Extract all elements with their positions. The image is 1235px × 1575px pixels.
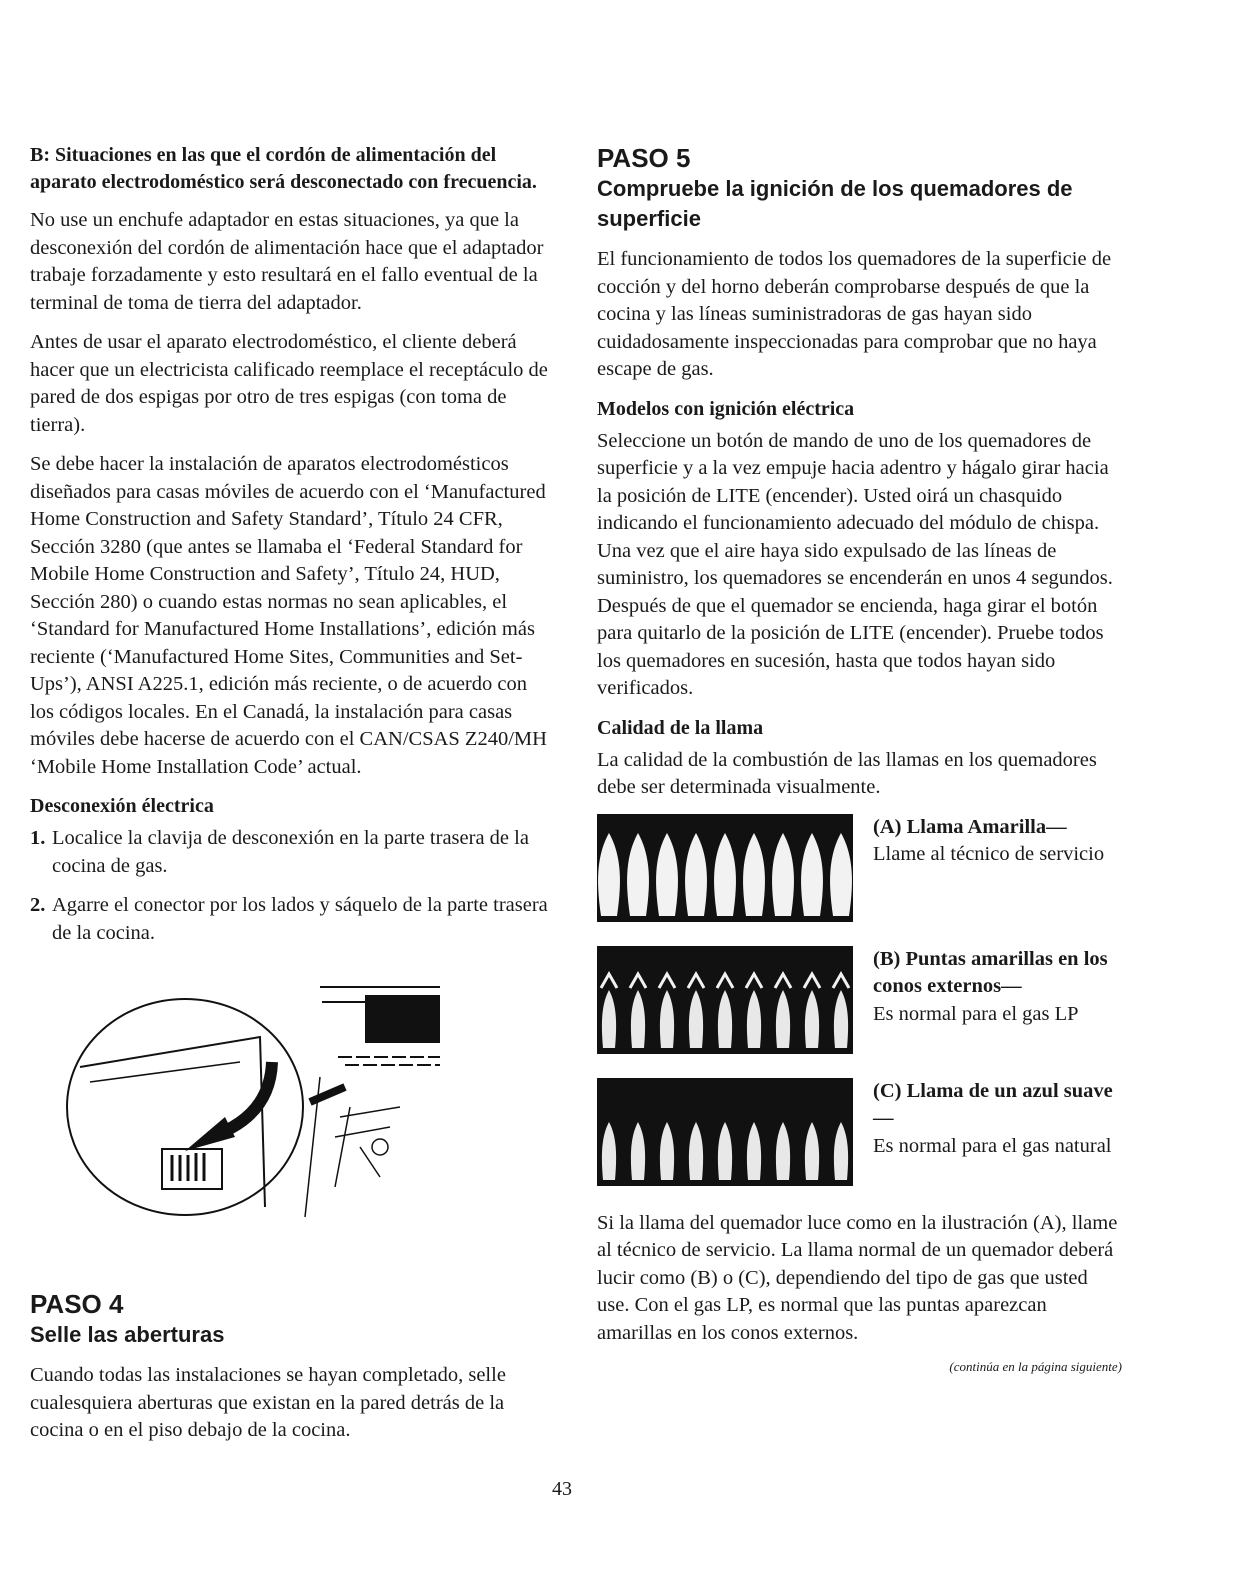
paso-4-text: Cuando todas las instalaciones se hayan completado, selle cualesquiera aberturas que existan en la pared detrás de la cocina o en el piso debajo de la cocina. <box>30 1364 506 1441</box>
flame-label: (A) Llama Amarilla— <box>873 815 1067 838</box>
ignition-paragraph: Seleccione un botón de mando de uno de los quemadores de superficie y a la vez empuje hacia adentro y hágalo girar hacia la posición de LITE (encender). Usted oirá un chasquido indicando el funcionamiento adecuado del módulo de chispa. Una vez que el aire haya sido expulsado de las líneas de suministro, los quemadores se encenderán en unos 4 segundos. Después de que el quemador se encienda, haga girar el botón para quitarlo de la posición de LITE (encender). Pruebe todos los quemadores en sucesión, hasta que todos hayan sido verificados. <box>597 429 1113 699</box>
flame-icon <box>829 1092 853 1182</box>
flame-guidance-paragraph: Si la llama del quemador luce como en la ilustración (A), llame al técnico de servicio. La llama normal de un quemador deberá lucir como (B) o (C), dependiendo del tipo de gas que usted use. Con el gas LP, es normal que las puntas aparezcan amarillas en los conos externos. <box>597 1211 1118 1344</box>
list-item <box>30 825 550 880</box>
step-number: 1. <box>30 827 46 849</box>
flame-icon <box>713 1092 737 1182</box>
flame-icon <box>597 960 621 1050</box>
paso-4-number: PASO 4 <box>30 1289 124 1319</box>
flame-icon <box>771 960 795 1050</box>
flame-icon <box>742 828 766 918</box>
yellow-flame-image <box>597 814 853 922</box>
right-column <box>597 142 1122 1375</box>
blue-flame-image <box>597 1078 853 1186</box>
flame-icon <box>655 828 679 918</box>
paso-5-number: PASO 5 <box>597 143 691 173</box>
flame-icon <box>655 960 679 1050</box>
flame-quality-paragraph: La calidad de la combustión de las llamas en los quemadores debe ser determinada visualmente. <box>597 748 1097 798</box>
yellow-tips-flame-image <box>597 946 853 1054</box>
flame-icon <box>597 1092 621 1182</box>
flame-icon <box>684 828 708 918</box>
flame-b-row <box>597 946 1122 1054</box>
flame-quality-heading: Calidad de la llama <box>597 716 764 739</box>
flame-description: Es normal para el gas natural <box>873 1134 1112 1157</box>
flame-icon <box>626 828 650 918</box>
electric-ignition-heading: Modelos con ignición eléctrica <box>597 397 855 420</box>
flame-icon <box>684 960 708 1050</box>
page-number: 43 <box>552 1478 572 1500</box>
section-b-heading: B: Situaciones en las que el cordón de alimentación del aparato electrodoméstico será desconectado con frecuencia. <box>30 144 537 193</box>
flame-icon <box>742 960 766 1050</box>
continued-note: (continúa en la página siguiente) <box>949 1359 1122 1374</box>
paso-5-title: Compruebe la ignición de los quemadores de superficie <box>597 176 1073 231</box>
flame-icon <box>742 1092 766 1182</box>
receptacle-paragraph: Antes de usar el aparato electrodoméstico, el cliente deberá hacer que un electricista calificado reemplace el receptáculo de pared de dos espigas por otro de tres espigas (con toma de tierra). <box>30 331 548 436</box>
adapter-paragraph: No use un enchufe adaptador en estas situaciones, ya que la desconexión del cordón de alimentación hace que el adaptador trabaje forzadamente y esto resultará en el fallo eventual de la terminal de toma de tierra del adaptador. <box>30 209 544 314</box>
list-item <box>30 892 550 947</box>
paso-4-title: Selle las aberturas <box>30 1322 225 1347</box>
flame-icon <box>626 960 650 1050</box>
flame-icon <box>800 828 824 918</box>
flame-icon <box>655 1092 679 1182</box>
flame-icon <box>713 960 737 1050</box>
step-number: 2. <box>30 894 46 916</box>
flame-description: Llame al técnico de servicio <box>873 843 1105 865</box>
paso-4-section <box>30 1288 550 1445</box>
flame-label: (C) Llama de un azul suave— <box>873 1079 1113 1129</box>
flame-label: (B) Puntas amarillas en los conos externos— <box>873 947 1108 997</box>
step-text: Agarre el conector por los lados y sáquelo de la parte trasera de la cocina. <box>52 894 548 944</box>
flame-icon <box>713 828 737 918</box>
flame-icon <box>684 1092 708 1182</box>
flame-icon <box>597 828 621 918</box>
electrical-disconnect-heading: Desconexión électrica <box>30 795 214 817</box>
flame-icon <box>829 828 853 918</box>
flame-icon <box>800 960 824 1050</box>
mobile-home-paragraph: Se debe hacer la instalación de aparatos electrodomésticos diseñados para casas móviles de acuerdo con el ‘Manufactured Home Construction and Safety Standard’, Título 24 CFR, Sección 3280 (que antes se llamaba el ‘Federal Standard for Mobile Home Construction and Safety’, Título 24, HUD, Sección 280) o cuando estas normas no sean aplicables, el ‘Standard for Manufactured Home Installations’, edición más reciente (‘Manufactured Home Sites, Communities and Set-Ups’), ANSI A225.1, edición más reciente, o de acuerdo con los códigos locales. En el Canadá, la instalación para casas móviles debe hacerse de acuerdo con el CAN/CSAS Z240/MH ‘Mobile Home Installation Code’ actual. <box>30 453 547 778</box>
left-column <box>30 142 550 1457</box>
disconnect-steps <box>30 825 550 947</box>
disconnect-plug-illustration <box>60 967 440 1227</box>
flame-icon <box>771 1092 795 1182</box>
flame-icon <box>626 1092 650 1182</box>
flame-icon <box>771 828 795 918</box>
flame-description: Es normal para el gas LP <box>873 1002 1079 1025</box>
step-text: Localice la clavija de desconexión en la parte trasera de la cocina de gas. <box>52 827 529 877</box>
flame-icon <box>800 1092 824 1182</box>
flame-icon <box>829 960 853 1050</box>
burner-check-paragraph: El funcionamiento de todos los quemadores de la superficie de cocción y del horno deberán comprobarse después de que la cocina y las líneas suministradoras de gas hayan sido cuidadosamente inspeccionadas para comprobar que no haya escape de gas. <box>597 248 1112 380</box>
flame-a-row <box>597 814 1122 922</box>
flame-c-row <box>597 1078 1122 1186</box>
